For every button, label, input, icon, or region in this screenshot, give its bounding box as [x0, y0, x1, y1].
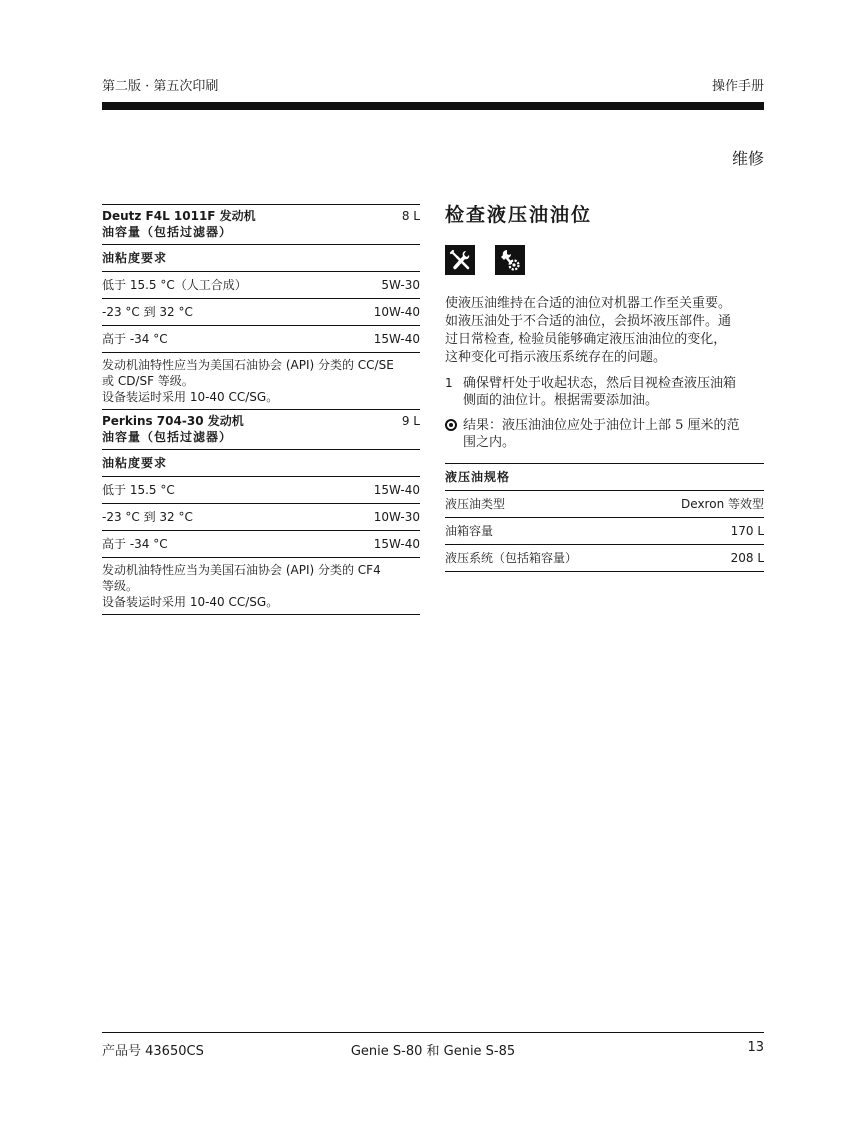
deutz-capacity: 8 L [401, 209, 420, 223]
row-value: 208 L [730, 551, 764, 565]
perkins-note [102, 557, 420, 614]
row-label: 高于 -34 °C [102, 537, 168, 551]
tools-icon [445, 245, 475, 275]
step-line: 侧面的油位计。根据需要添加油。 [463, 393, 659, 408]
table-row [102, 503, 420, 530]
intro-line: 过日常检查, 检验员能够确定液压油油位的变化， [445, 332, 727, 347]
deutz-subtitle: 油容量（包括过滤器） [102, 225, 233, 239]
row-value: 15W-40 [373, 483, 420, 497]
wrench-gear-icon [495, 245, 525, 275]
header-rule [102, 102, 764, 110]
note-line: 发动机油特性应当为美国石油协会 (API) 分类的 CC/SE [102, 358, 394, 372]
row-label: -23 °C 到 32 °C [102, 510, 193, 524]
result-bullet-icon [445, 419, 457, 431]
perkins-viscosity-title: 油粘度要求 [102, 449, 420, 476]
row-label: 油箱容量 [445, 524, 494, 538]
result-line: 围之内。 [463, 435, 516, 450]
result-line: 结果：液压油油位应处于油位计上部 5 厘米的范 [463, 418, 740, 433]
table-row [445, 544, 764, 571]
hydraulic-oil-section [445, 200, 764, 572]
procedure-icons [445, 245, 764, 275]
step-text [463, 375, 736, 409]
hydraulic-oil-specs [445, 463, 764, 572]
table-row [102, 530, 420, 557]
result [445, 417, 764, 451]
row-label: 液压油类型 [445, 497, 506, 511]
table-row [445, 517, 764, 544]
row-value: 170 L [730, 524, 764, 538]
table-row [445, 490, 764, 517]
perkins-title: Perkins 704-30 发动机 [102, 414, 244, 428]
row-label: 液压系统（包括箱容量） [445, 551, 578, 565]
note-line: 设备装运时采用 10-40 CC/SG。 [102, 390, 279, 404]
row-value: Dexron 等效型 [681, 497, 764, 511]
row-value: 15W-40 [373, 332, 420, 346]
row-value: 15W-40 [373, 537, 420, 551]
step-1 [445, 375, 764, 409]
page-number: 13 [747, 1040, 764, 1055]
footer-model: Genie S-80 和 Genie S-85 [350, 1044, 516, 1059]
row-value: 5W-30 [381, 278, 420, 292]
engine-oil-specs [102, 204, 420, 615]
table-bottom-rule [445, 571, 764, 572]
deutz-note [102, 352, 420, 409]
row-value: 10W-40 [373, 305, 420, 319]
section-title: 维修 [731, 149, 764, 168]
deutz-title: Deutz F4L 1011F 发动机 [102, 209, 256, 223]
row-label: -23 °C 到 32 °C [102, 305, 193, 319]
result-text [463, 417, 740, 451]
note-line: 发动机油特性应当为美国石油协会 (API) 分类的 CF4 [102, 563, 381, 577]
table-row [102, 298, 420, 325]
result-marker [445, 417, 463, 451]
row-label: 高于 -34 °C [102, 332, 168, 346]
intro-line: 如液压油处于不合适的油位，会损坏液压部件。通 [445, 314, 732, 329]
table-row [102, 325, 420, 352]
row-label: 低于 15.5 °C（人工合成） [102, 278, 247, 292]
step-number: 1 [445, 376, 453, 390]
note-line: 或 CD/SF 等级。 [102, 374, 194, 388]
intro-line: 这种变化可指示液压系统存在的问题。 [445, 350, 667, 365]
note-line: 设备装运时采用 10-40 CC/SG。 [102, 595, 279, 609]
header-edition: 第二版 · 第五次印刷 [102, 79, 219, 94]
procedure-title: 检查液压油油位 [445, 204, 593, 226]
footer-rule [102, 1032, 764, 1033]
table-row [102, 271, 420, 298]
note-line: 等级。 [102, 579, 139, 593]
deutz-spec-header [102, 204, 420, 244]
perkins-subtitle: 油容量（包括过滤器） [102, 430, 233, 444]
perkins-spec-header [102, 409, 420, 449]
deutz-viscosity-title: 油粘度要求 [102, 244, 420, 271]
footer-part-number: 产品号 43650CS [102, 1044, 204, 1059]
intro-line: 使液压油维持在合适的油位对机器工作至关重要。 [445, 296, 732, 311]
row-label: 低于 15.5 °C [102, 483, 175, 497]
perkins-capacity: 9 L [401, 414, 420, 428]
header-manual-type: 操作手册 [711, 79, 764, 94]
row-value: 10W-30 [373, 510, 420, 524]
table-row [102, 476, 420, 503]
table-bottom-rule [102, 614, 420, 615]
intro-paragraph [445, 295, 764, 367]
hydraulic-spec-title: 液压油规格 [445, 463, 764, 490]
step-line: 确保臂杆处于收起状态，然后目视检查液压油箱 [463, 376, 737, 391]
